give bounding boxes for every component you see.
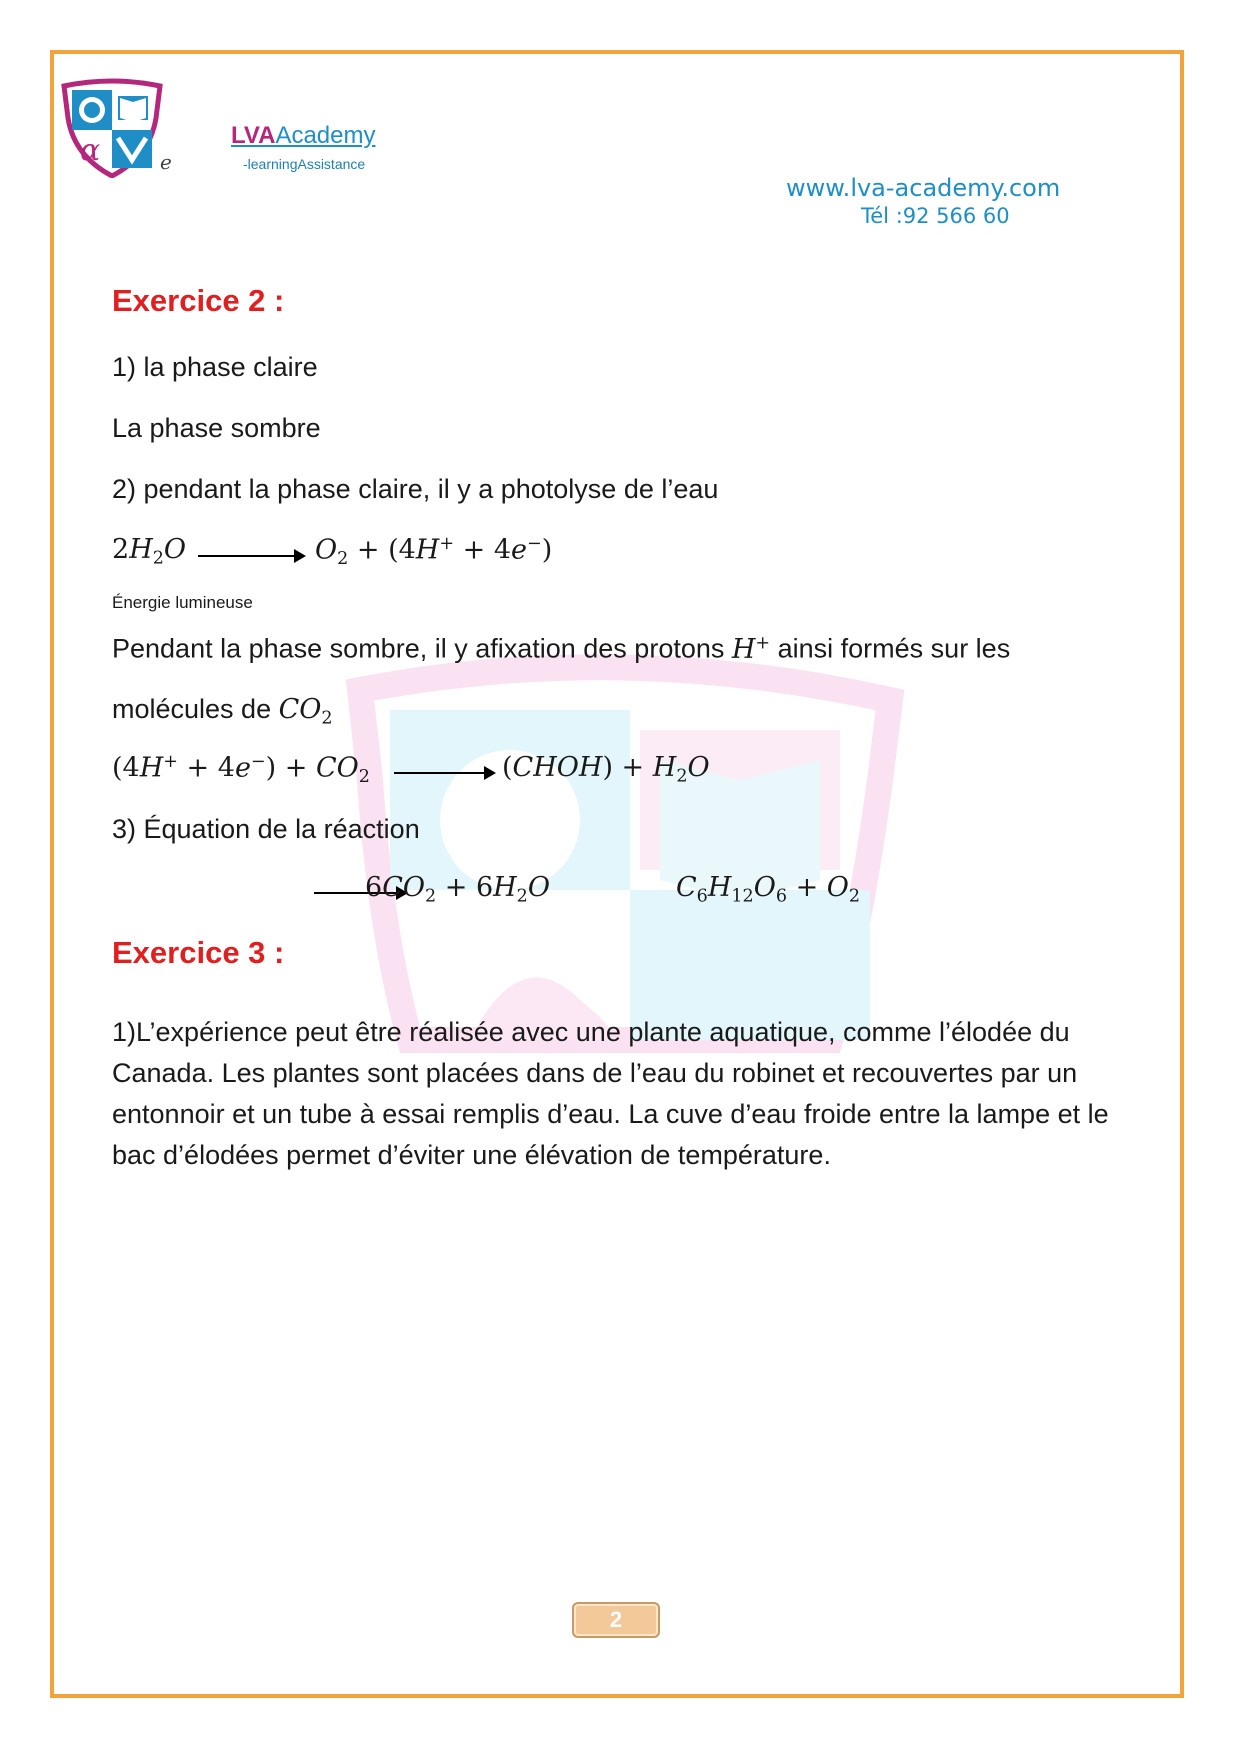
energy-label: Énergie lumineuse xyxy=(112,593,253,612)
website-link[interactable]: www.lva-academy.com xyxy=(786,174,1061,202)
academy-logo-icon xyxy=(58,78,166,178)
co2-molecules-line: molécules de $CO_2$ xyxy=(112,694,333,729)
dark-phase-sentence: Pendant la phase sombre, il y afixation des protons H+ ainsi formés sur les xyxy=(112,633,1011,665)
reaction-arrow-icon xyxy=(198,555,304,557)
photolysis-reactant: $2H_2O$ xyxy=(112,534,187,569)
brand-name[interactable] xyxy=(231,122,375,150)
page-number-badge: 2 xyxy=(572,1602,660,1638)
overall-products: $C_6H_{12}O_6 + O_2$ xyxy=(676,872,861,907)
co2-molecules-text: molécules de xyxy=(112,694,279,724)
exercise-3-title: Exercice 3 : xyxy=(112,935,285,970)
brand-lva: LVA xyxy=(231,122,276,149)
photolysis-products: $O_2 + (4H^+ + 4e^-)$ xyxy=(315,534,553,569)
fixation-reactants: $(4H^+ + 4e^-) + CO_2$ xyxy=(112,752,370,787)
overall-reactants: $6CO_2 + 6H_2O$ xyxy=(365,872,550,907)
phone-number: Tél :92 566 60 xyxy=(861,204,1010,228)
brand-academy: Academy xyxy=(275,122,376,149)
fixation-products: (CHOH) + $H_2O$ xyxy=(502,752,710,787)
brand-tagline: -learningAssistance xyxy=(243,156,366,172)
exercise-2-title: Exercice 2 : xyxy=(112,283,285,318)
dark-phase-text-start: Pendant la phase sombre, il y afixation des protons xyxy=(112,633,732,664)
exercise-3-answer: 1)L’expérience peut être réalisée avec une plante aquatique, comme l’élodée du Canada. Les plantes sont placées dans de l’eau du robinet et recouvertes par un entonnoir et un tube à essai remplis d’eau. La cuve d’eau froide entre la lampe et le bac d’élodées permet d’éviter une élévation de température. xyxy=(112,1017,1109,1170)
reaction-arrow-icon xyxy=(394,772,494,774)
logo-e-mark: e xyxy=(160,150,172,174)
svg-text:α: α xyxy=(80,133,101,168)
dark-phase-line: La phase sombre xyxy=(112,413,321,443)
dark-phase-text-end: ainsi formés sur les xyxy=(770,633,1011,664)
answer-2-line: 2) pendant la phase claire, il y a photolyse de l’eau xyxy=(112,474,719,504)
answer-3-line: 3) Équation de la réaction xyxy=(112,814,420,844)
answer-1-line: 1) la phase claire xyxy=(112,352,318,382)
